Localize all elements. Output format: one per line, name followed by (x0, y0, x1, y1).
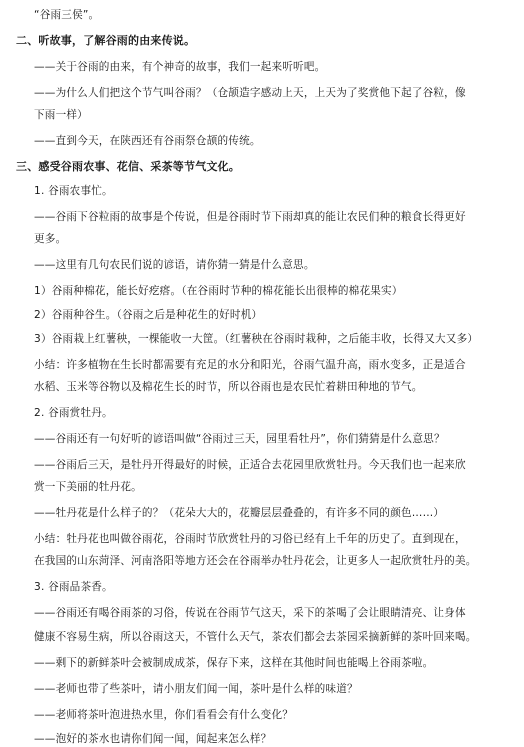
text-line: ——直到今天，在陕西还有谷雨祭仓颉的传统。 (34, 135, 261, 147)
text-line: “谷雨三侯”。 (34, 9, 100, 21)
text-line: 更多。 (34, 233, 67, 245)
text-line: 下雨一样） (34, 109, 88, 121)
text-line: ——谷雨下谷粒雨的故事是个传说，但是谷雨时节下雨却真的能让农民们种的粮食长得更好 (34, 211, 466, 223)
text-line: 小结：许多植物在生长时都需要有充足的水分和阳光，谷雨气温升高，雨水变多，正是适合 (34, 359, 466, 371)
text-line: 1）谷雨种棉花，能长好疙瘩。（在谷雨时节种的棉花能长出很棒的棉花果实） (34, 285, 403, 297)
text-line: ——为什么人们把这个节气叫谷雨？（仓颉造字感动上天，上天为了奖赏他下起了谷粒，像 (34, 87, 466, 99)
text-line: ——老师也带了些茶叶，请小朋友们闻一闻，茶叶是什么样的味道？ (34, 683, 358, 695)
text-line: ——老师将茶叶泡进热水里，你们看看会有什么变化？ (34, 709, 294, 721)
subsection-heading: 1. 谷雨农事忙。 (34, 185, 113, 197)
text-line: 3）谷雨栽上红薯秧，一棵能收一大筐。（红薯秧在谷雨时栽种，之后能丰收，长得又大又多） (34, 333, 479, 345)
text-line: ——谷雨还有喝谷雨茶的习俗，传说在谷雨节气这天，采下的茶喝了会让眼睛清亮、让身体 (34, 607, 466, 619)
section-heading: 二、听故事，了解谷雨的由来传说。 (16, 34, 196, 47)
text-line: ——剩下的新鲜茶叶会被制成成茶，保存下来，这样在其他时间也能喝上谷雨茶啦。 (34, 657, 434, 669)
text-line: ——泡好的茶水也请你们闻一闻，闻起来怎么样？ (34, 733, 272, 745)
text-line: ——谷雨还有一句好听的谚语叫做“谷雨过三天，园里看牡丹”，你们猜猜是什么意思？ (34, 433, 445, 445)
text-line: ——关于谷雨的由来，有个神奇的故事，我们一起来听听吧。 (34, 61, 326, 73)
text-line: 健康不容易生病，所以谷雨这天，不管什么天气，茶农们都会去茶园采摘新鲜的茶叶回来喝。 (34, 631, 477, 643)
subsection-heading: 3. 谷雨品茶香。 (34, 581, 113, 593)
text-line: ——牡丹花是什么样子的？（花朵大大的，花瓣层层叠叠的，有许多不同的颜色……） (34, 507, 445, 519)
subsection-heading: 2. 谷雨赏牡丹。 (34, 407, 113, 419)
text-line: 水稻、玉米等谷物以及棉花生长的时节，所以谷雨也是农民忙着耕田种地的节气。 (34, 381, 423, 393)
text-line: 2）谷雨种谷生。（谷雨之后是种花生的好时机） (34, 309, 263, 321)
text-line: ——谷雨后三天，是牡丹开得最好的时候，正适合去花园里欣赏牡丹。今天我们也一起来欣 (34, 459, 466, 471)
text-line: 在我国的山东菏泽、河南洛阳等地方还会在谷雨举办牡丹花会，让更多人一起欣赏牡丹的美。 (34, 555, 477, 567)
text-line: 小结：牡丹花也叫做谷雨花，谷雨时节欣赏牡丹的习俗已经有上千年的历史了。直到现在， (34, 533, 466, 545)
text-line: 赏一下美丽的牡丹花。 (34, 481, 142, 493)
section-heading: 三、感受谷雨农事、花信、采茶等节气文化。 (16, 160, 240, 173)
text-line: ——这里有几句农民们说的谚语，请你猜一猜是什么意思。 (34, 259, 315, 271)
